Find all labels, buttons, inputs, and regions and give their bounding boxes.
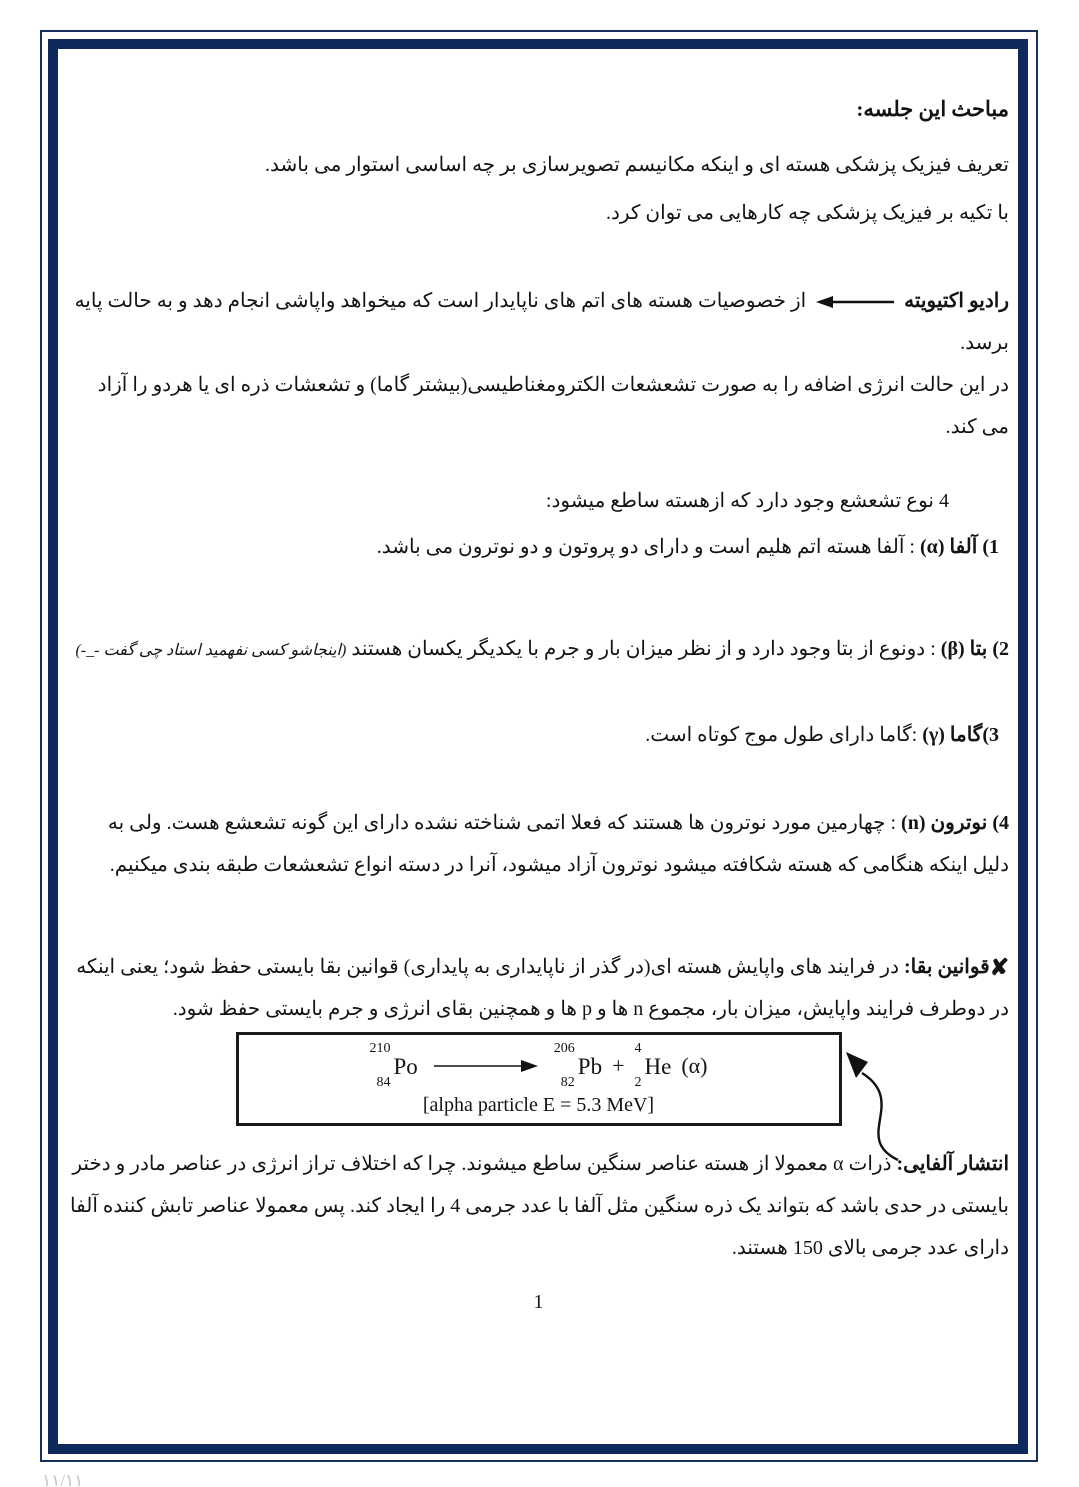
beta-item-note: (اینجاشو کسی نفهمید استاد چی گفت -_-): [75, 642, 347, 659]
alpha-item-label: 1) آلفا (α): [919, 536, 999, 558]
list-item-neutron: [68, 802, 1009, 886]
right-arrow-icon: [434, 1059, 538, 1073]
lead-mass-number: 206: [553, 1041, 575, 1056]
energy-release-paragraph: در این حالت انرژی اضافه را به صورت تشعشعات الکترومغناطیسی(بیشتر گاما) و تشعشات ذره ای یا هردو را آزاد می کند.: [97, 374, 1009, 438]
neutron-item-text: : چهارمین مورد نوترون ها هستند که فعلا اتمی شناخته نشده دارای این گونه تشعشع هست. ولی به دلیل اینکه هنگامی که هسته شکافته میشود نوترون آزاد میشود، آنرا در دسته انواع تشعشعات طبقه بندی میکنیم.: [107, 812, 1009, 876]
alpha-emission-label: انتشار آلفایی:: [896, 1153, 1009, 1175]
plus-sign: +: [612, 1053, 625, 1078]
nuclide-polonium: [369, 1041, 417, 1091]
nuclide-helium: [635, 1041, 672, 1091]
polonium-mass-number: 210: [369, 1041, 391, 1056]
left-arrow-icon: [816, 295, 894, 309]
conservation-laws-paragraph: [68, 946, 1009, 1030]
radioactivity-paragraph: [68, 280, 1009, 364]
conservation-text: در فرایند های واپایش هسته ای(در گذر از ناپایداری به پایداری) قوانین بقا بایستی حفظ شود؛ یعنی اینکه در دوطرف فرایند واپایش، میزان بار، مجموع n ها و p ها و همچنین بقای انرژی و جرم بایستی حفظ شود.: [76, 956, 1009, 1020]
list-item-beta: [68, 628, 1009, 672]
document-content: [68, 88, 1009, 1323]
conservation-label: قوانین بقا:: [904, 956, 990, 978]
lead-symbol: Pb: [577, 1053, 603, 1079]
radiation-types-intro: 4 نوع تشعشع وجود دارد که ازهسته ساطع میشود:: [545, 490, 949, 512]
intro-paragraph-1: تعریف فیزیک پزشکی هسته ای و اینکه مکانیسم تصویرسازی بر چه اساسی استوار می باشد.: [265, 154, 1009, 176]
alpha-suffix: (α): [681, 1053, 708, 1078]
session-topics-heading: مباحث این جلسه:: [856, 97, 1009, 121]
list-item-alpha: [68, 526, 1009, 568]
beta-item-label: 2) بتا (β): [940, 638, 1009, 660]
footer-faint-text: ۱۱/۱۱: [42, 1471, 84, 1487]
helium-atomic-number: 2: [634, 1075, 642, 1090]
nuclide-lead: [554, 1041, 602, 1091]
polonium-symbol: Po: [393, 1053, 418, 1079]
intro-paragraph-2: با تکیه بر فیزیک پزشکی چه کارهایی می توان کرد.: [605, 202, 1009, 224]
neutron-item-label: 4) نوترون (n): [901, 812, 1009, 834]
helium-mass-number: 4: [634, 1041, 642, 1056]
radioactivity-definition: از خصوصیات هسته های اتم های ناپایدار است که میخواهد واپاشی انجام دهد و به حالت پایه برسد.: [74, 290, 1009, 354]
equation-section: [68, 1032, 1009, 1247]
alpha-decay-equation: [239, 1039, 839, 1093]
curved-arrow-icon: [826, 1040, 906, 1168]
lead-atomic-number: 82: [560, 1075, 575, 1090]
gamma-item-text: :گاما دارای طول موج کوتاه است.: [645, 724, 923, 746]
alpha-item-text: : آلفا هسته اتم هلیم است و دارای دو پروتون و دو نوترون می باشد.: [376, 536, 920, 558]
x-mark-icon: ✘: [989, 955, 1009, 980]
equation-caption: [alpha particle E = 5.3 MeV]: [422, 1094, 655, 1116]
beta-item-text: : دونوع از بتا وجود دارد و از نظر میزان بار و جرم با یکدیگر یکسان هستند: [346, 638, 941, 660]
alpha-emission-text: ذرات α معمولا از هسته عناصر سنگین ساطع میشوند. چرا که اختلاف تراز انرژی در عناصر مادر و دختر بایستی در حدی باشد که بتواند یک ذره سنگین مثل آلفا با عدد جرمی 4 را ایجاد کند. پس معمولا عناصر تابش کننده آلفا دارای عدد جرمی بالای 150 هستند.: [70, 1153, 1009, 1259]
helium-symbol: He: [644, 1053, 672, 1079]
alpha-decay-equation-box: [236, 1032, 842, 1126]
polonium-atomic-number: 84: [376, 1075, 391, 1090]
gamma-item-label: 3)گاما (γ): [922, 724, 999, 746]
list-item-gamma: [68, 714, 1009, 756]
radioactivity-term: رادیو اکتیویته: [904, 290, 1009, 312]
page-number: 1: [533, 1291, 544, 1313]
